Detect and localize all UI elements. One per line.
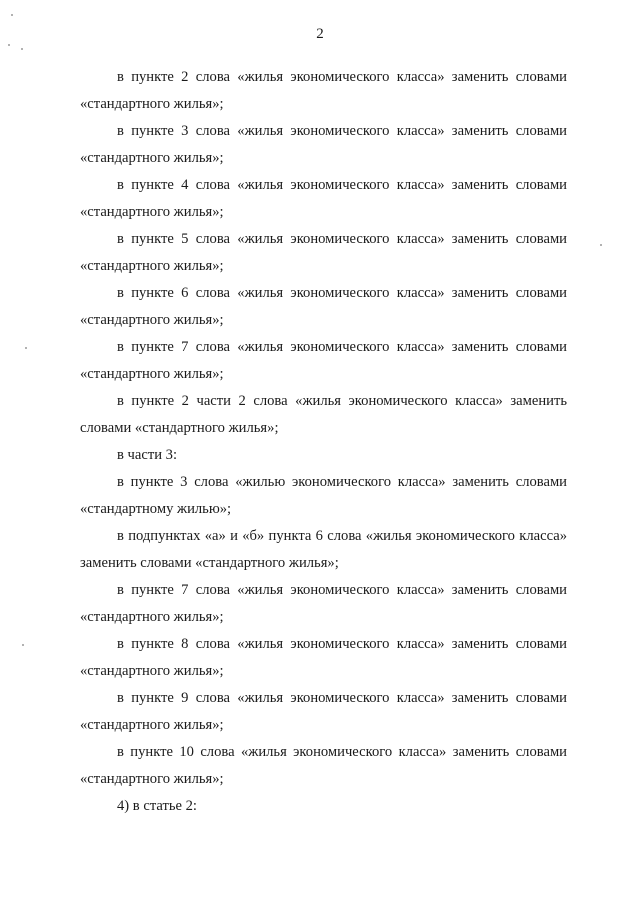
- paragraph: в пункте 2 слова «жилья экономического класса» заменить словами «стандартного жилья»;: [80, 69, 567, 112]
- paragraph: в пункте 8 слова «жилья экономического класса» заменить словами «стандартного жилья»;: [80, 636, 567, 679]
- scan-speck: [11, 14, 13, 16]
- paragraph: в пункте 9 слова «жилья экономического класса» заменить словами «стандартного жилья»;: [80, 690, 567, 733]
- paragraph: 4) в статье 2:: [117, 798, 197, 814]
- paragraph: в пункте 3 слова «жилья экономического класса» заменить словами «стандартного жилья»;: [80, 123, 567, 166]
- paragraph: в пункте 4 слова «жилья экономического класса» заменить словами «стандартного жилья»;: [80, 177, 567, 220]
- document-body: [80, 64, 567, 820]
- paragraph: в части 3:: [117, 447, 178, 463]
- paragraph: в пункте 7 слова «жилья экономического класса» заменить словами «стандартного жилья»;: [80, 339, 567, 382]
- scan-speck: [600, 244, 602, 246]
- paragraph: в пункте 3 слова «жилью экономического класса» заменить словами «стандартному жилью»;: [80, 474, 567, 517]
- scan-speck: [22, 644, 24, 646]
- scan-speck: [25, 347, 27, 349]
- paragraph: в пункте 7 слова «жилья экономического класса» заменить словами «стандартного жилья»;: [80, 582, 567, 625]
- paragraph: в подпунктах «а» и «б» пункта 6 слова «жилья экономического класса» заменить словами «стандартного жилья»;: [80, 528, 567, 571]
- paragraph: в пункте 6 слова «жилья экономического класса» заменить словами «стандартного жилья»;: [80, 285, 567, 328]
- scan-speck: [21, 48, 23, 50]
- page-number: 2: [316, 26, 324, 42]
- scan-speck: [8, 44, 10, 46]
- paragraph: в пункте 5 слова «жилья экономического класса» заменить словами «стандартного жилья»;: [80, 231, 567, 274]
- paragraph: в пункте 10 слова «жилья экономического класса» заменить словами «стандартного жилья»;: [80, 744, 567, 787]
- paragraph: в пункте 2 части 2 слова «жилья экономического класса» заменить словами «стандартного жилья»;: [80, 393, 567, 436]
